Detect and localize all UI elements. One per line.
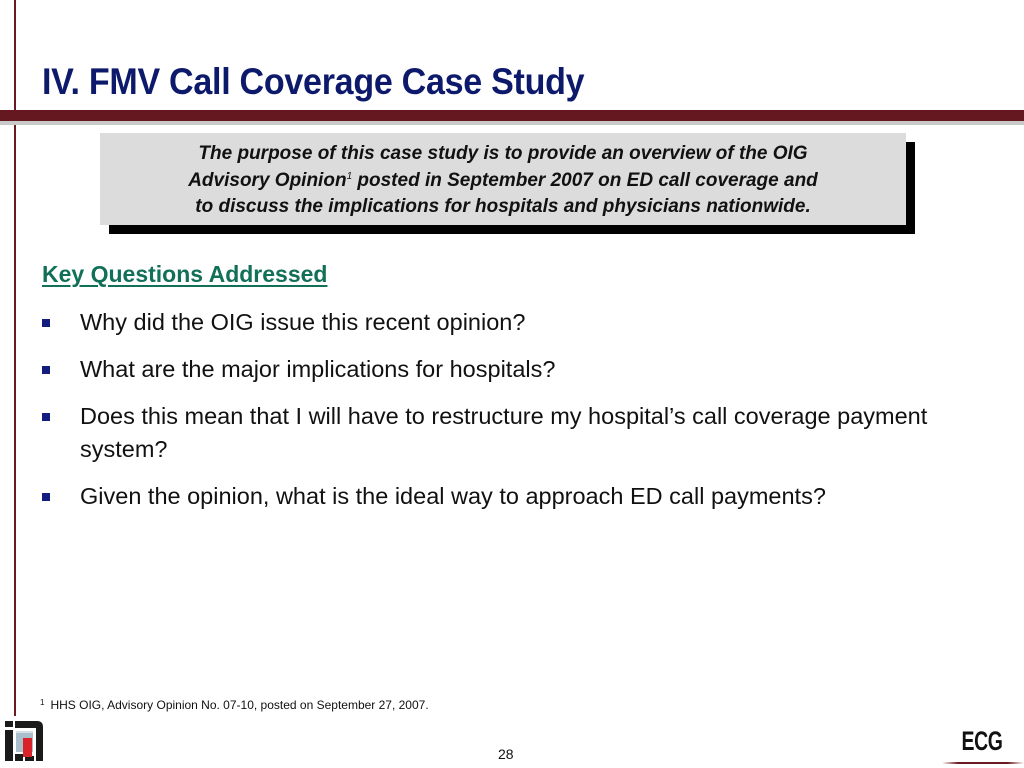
ecg-logo — [940, 722, 1024, 768]
slide-title: IV. FMV Call Coverage Case Study — [42, 61, 585, 102]
page-number: 28 — [498, 746, 514, 762]
list-item — [42, 353, 1002, 386]
square-bullet-icon — [42, 413, 50, 421]
title-accent-bar — [0, 110, 1024, 121]
square-bullet-icon — [42, 493, 50, 501]
footnote — [40, 698, 429, 712]
ecg-logo-underline — [942, 762, 1024, 764]
list-item — [42, 400, 1002, 466]
callout-line-3: to discuss the implications for hospitals and physicians nationwide. — [195, 196, 811, 217]
list-item-text: Given the opinion, what is the ideal way to approach ED call payments? — [80, 483, 826, 509]
callout-line-2-start: Advisory Opinion — [188, 169, 347, 191]
key-questions-heading: Key Questions Addressed — [42, 261, 328, 287]
key-questions-list — [42, 306, 1002, 527]
square-bullet-icon — [42, 366, 50, 374]
ecg-logo-text: ECG — [961, 726, 1003, 756]
square-bullet-icon — [42, 319, 50, 327]
list-item-text: Why did the OIG issue this recent opinion? — [80, 309, 526, 335]
list-item — [42, 480, 1002, 513]
footnote-marker: 1 — [40, 698, 45, 707]
footnote-text: HHS OIG, Advisory Opinion No. 07-10, posted on September 27, 2007. — [50, 698, 429, 712]
list-item-text: What are the major implications for hospitals? — [80, 356, 556, 382]
callout-line-2-end: posted in September 2007 on ED call coverage and — [352, 169, 818, 191]
list-item — [42, 306, 1002, 339]
building-block-logo-icon — [5, 721, 43, 761]
title-bar-shadow — [0, 121, 1024, 125]
callout-line-2 — [110, 168, 896, 195]
left-vertical-rule — [14, 0, 16, 716]
list-item-text: Does this mean that I will have to restructure my hospital’s call coverage payment system? — [80, 403, 928, 462]
footnote-reference: 1 — [346, 170, 353, 182]
purpose-callout-box — [100, 133, 906, 225]
callout-line-1: The purpose of this case study is to provide an overview of the OIG — [198, 143, 808, 164]
